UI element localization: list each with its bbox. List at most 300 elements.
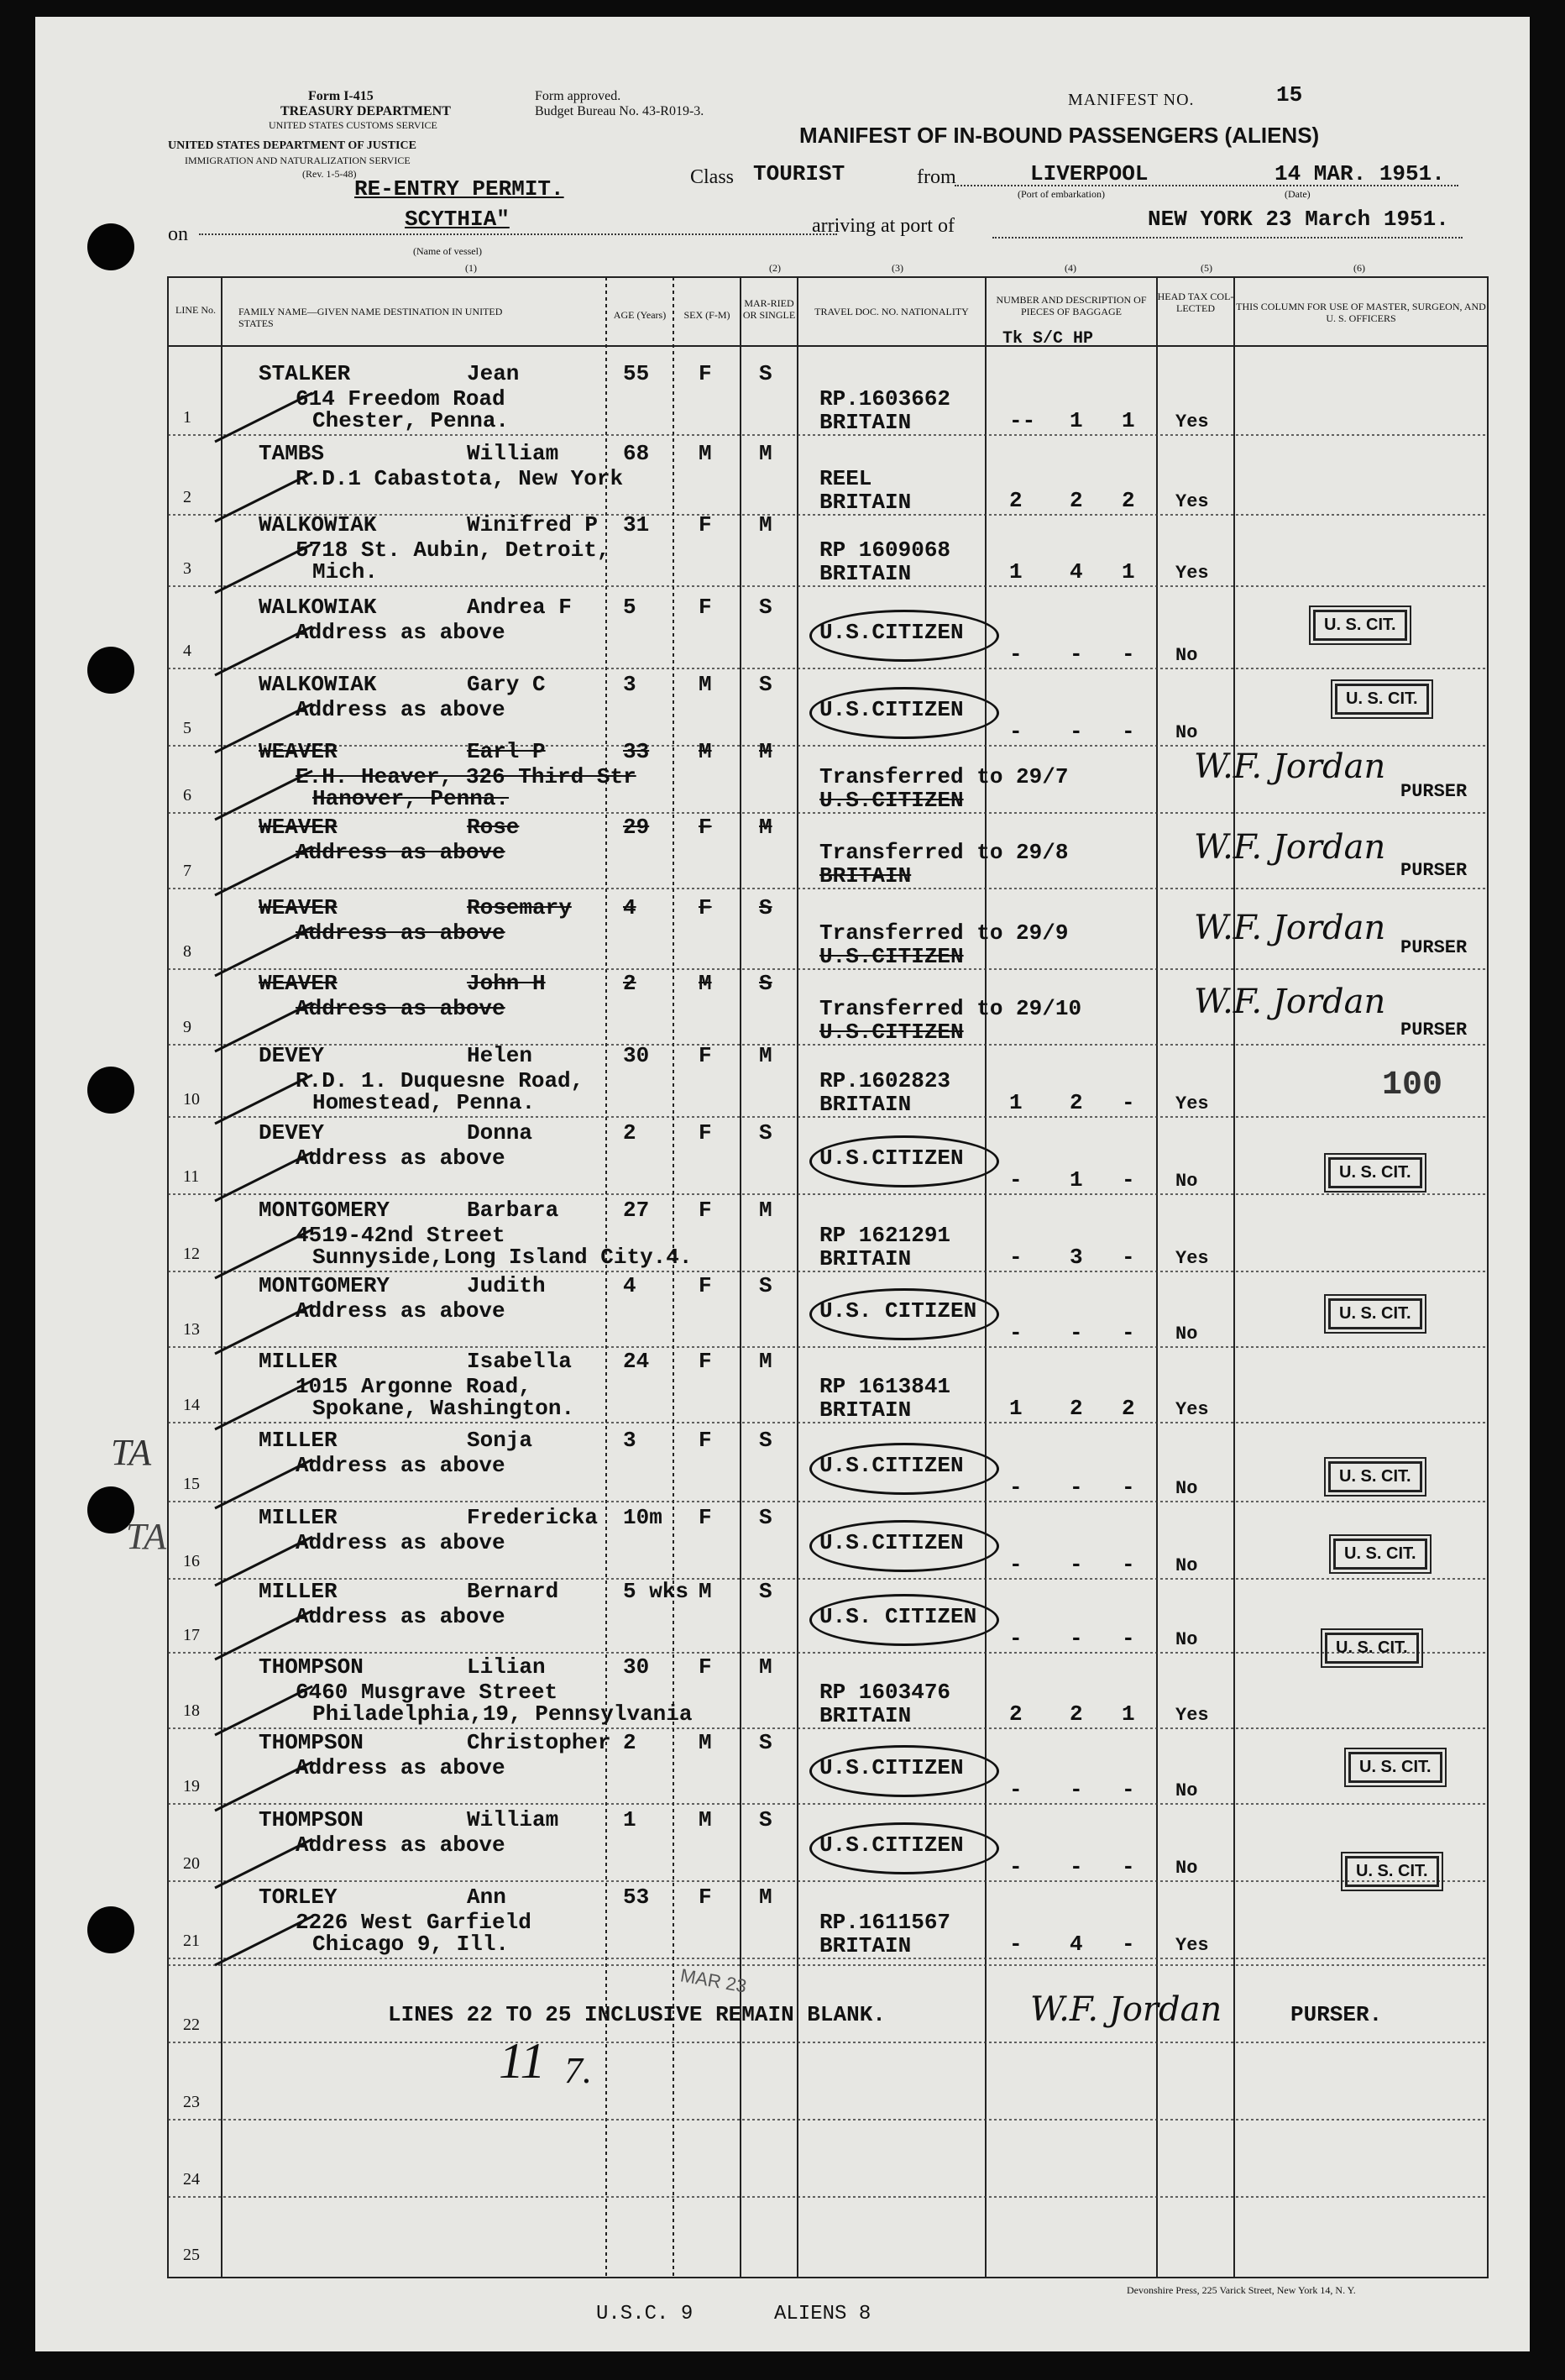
given-name: Barbara: [467, 1198, 559, 1223]
given-name: Rosemary: [467, 895, 572, 920]
destination-line-2: Homestead, Penna.: [312, 1090, 536, 1115]
travel-doc: REEL: [819, 466, 872, 491]
family-name: WEAVER: [259, 971, 338, 996]
marital-status: S: [759, 595, 772, 620]
given-name: William: [467, 441, 559, 466]
marital-status: M: [759, 1349, 772, 1374]
travel-doc: U.S.CITIZEN: [819, 620, 964, 645]
destination-line-1: 4519-42nd Street: [296, 1223, 505, 1248]
given-name: Donna: [467, 1120, 533, 1145]
citizen-circle-mark: [809, 610, 999, 662]
marital-status: M: [759, 441, 772, 466]
travel-doc: RP 1603476: [819, 1680, 951, 1705]
purser-label: PURSER: [1400, 781, 1468, 802]
given-name: Andrea F: [467, 595, 572, 620]
vessel-name: SCYTHIA": [405, 207, 510, 232]
travel-doc: U.S. CITIZEN: [819, 1604, 977, 1629]
customs-service: UNITED STATES CUSTOMS SERVICE: [269, 119, 437, 131]
footer-usc: U.S.C. 9: [596, 2303, 694, 2325]
nationality: U.S.CITIZEN: [819, 944, 964, 969]
marital-status: S: [759, 1428, 772, 1453]
line-number: 6: [183, 786, 191, 805]
sex: M: [699, 1730, 712, 1755]
family-name: TORLEY: [259, 1885, 338, 1910]
line-number: 21: [183, 1932, 200, 1950]
manifest-page: [35, 17, 1530, 2351]
travel-doc: U.S.CITIZEN: [819, 1453, 964, 1478]
col-header-travel: TRAVEL DOC. NO. NATIONALITY: [814, 306, 969, 317]
baggage-hp: 2: [1122, 1396, 1135, 1421]
sex: M: [699, 739, 712, 764]
given-name: Lilian: [467, 1654, 546, 1680]
on-label: on: [168, 223, 188, 245]
budget-bureau: Budget Bureau No. 43-R019-3.: [535, 104, 704, 118]
destination-line-2: Chicago 9, Ill.: [312, 1932, 510, 1957]
destination-line-1: Address as above: [296, 1832, 505, 1858]
manifest-title: MANIFEST OF IN-BOUND PASSENGERS (ALIENS): [799, 123, 1320, 148]
marital-status: S: [759, 1273, 772, 1298]
baggage-tk: -: [1009, 642, 1023, 667]
col-number-1: (1): [465, 262, 477, 274]
sex: M: [699, 441, 712, 466]
annotation-100: 100: [1382, 1067, 1443, 1104]
nationality: BRITAIN: [819, 863, 912, 889]
annotation-7: 7.: [564, 2050, 592, 2091]
form-revision: (Rev. 1-5-48): [302, 168, 357, 180]
purser-label: PURSER: [1400, 937, 1468, 958]
baggage-tk: -: [1009, 1475, 1023, 1500]
baggage-sc: 2: [1070, 1701, 1083, 1727]
age: 55: [623, 361, 650, 386]
arrival-port-date: NEW YORK 23 March 1951.: [1148, 207, 1449, 232]
sex: F: [699, 1120, 712, 1145]
age: 31: [623, 512, 650, 537]
citizen-circle-mark: [809, 1135, 999, 1187]
given-name: Rose: [467, 815, 520, 840]
manifest-number: 15: [1276, 82, 1303, 107]
head-tax: No: [1175, 1858, 1198, 1879]
baggage-tk: --: [1009, 408, 1036, 433]
class-value: TOURIST: [753, 161, 845, 186]
age: 24: [623, 1349, 650, 1374]
baggage-sc: -: [1070, 1854, 1083, 1879]
col-number-6: (6): [1353, 262, 1365, 274]
baggage-tk: -: [1009, 1320, 1023, 1345]
justice-dept: UNITED STATES DEPARTMENT OF JUSTICE: [168, 139, 416, 152]
purser-label: PURSER: [1400, 1020, 1468, 1041]
line-number: 12: [183, 1245, 200, 1263]
line-number: 15: [183, 1475, 200, 1493]
baggage-sc: -: [1070, 1626, 1083, 1651]
destination-line-1: 1015 Argonne Road,: [296, 1374, 531, 1399]
given-name: Helen: [467, 1043, 533, 1068]
destination-line-1: Address as above: [296, 840, 505, 865]
baggage-tk: 1: [1009, 1396, 1023, 1421]
baggage-sc: -: [1070, 1552, 1083, 1577]
treasury-dept: TREASURY DEPARTMENT: [280, 104, 451, 118]
port-of-embarkation: LIVERPOOL: [1030, 161, 1149, 186]
destination-line-1: Address as above: [296, 1298, 505, 1324]
travel-doc: U.S.CITIZEN: [819, 1145, 964, 1171]
col-header-married: MAR-RIED OR SINGLE: [742, 297, 796, 321]
us-cit-stamp: U. S. CIT.: [1333, 1539, 1427, 1570]
citizen-circle-mark: [809, 1745, 999, 1797]
line-number: 17: [183, 1626, 200, 1644]
baggage-tk: 2: [1009, 1701, 1023, 1727]
citizen-circle-mark: [809, 687, 999, 739]
head-tax: Yes: [1175, 1705, 1209, 1726]
col-number-5: (5): [1201, 262, 1212, 274]
destination-line-1: 6460 Musgrave Street: [296, 1680, 558, 1705]
marital-status: M: [759, 739, 772, 764]
marital-status: S: [759, 672, 772, 697]
destination-line-1: Address as above: [296, 920, 505, 946]
nationality: BRITAIN: [819, 410, 912, 435]
citizen-circle-mark: [809, 1288, 999, 1340]
baggage-hp: -: [1122, 1090, 1135, 1115]
citizen-circle-mark: [809, 1822, 999, 1874]
line-number: 13: [183, 1320, 200, 1339]
purser-signature: W.F. Jordan: [1194, 747, 1386, 786]
line-number: 22: [183, 2016, 200, 2034]
destination-line-1: Address as above: [296, 697, 505, 722]
baggage-sc: 3: [1070, 1245, 1083, 1270]
col-header-baggage-sub: Tk S/C HP: [1002, 329, 1094, 349]
sex: F: [699, 1349, 712, 1374]
family-name: THOMPSON: [259, 1654, 364, 1680]
given-name: Sonja: [467, 1428, 533, 1453]
manifest-label: MANIFEST NO.: [1068, 91, 1195, 109]
age: 30: [623, 1654, 650, 1680]
printer-imprint: Devonshire Press, 225 Varick Street, New York 14, N. Y.: [1127, 2284, 1356, 2296]
head-tax: Yes: [1175, 1935, 1209, 1956]
head-tax: No: [1175, 1629, 1198, 1650]
baggage-tk: 2: [1009, 488, 1023, 513]
col-header-sex: SEX (F-M): [683, 309, 730, 321]
baggage-tk: -: [1009, 1854, 1023, 1879]
line-number: 19: [183, 1777, 200, 1795]
us-cit-stamp: U. S. CIT.: [1313, 610, 1407, 641]
ins-service: IMMIGRATION AND NATURALIZATION SERVICE: [185, 155, 411, 166]
travel-doc: U.S.CITIZEN: [819, 1755, 964, 1780]
sailing-date: 14 MAR. 1951.: [1275, 161, 1445, 186]
baggage-hp: 1: [1122, 559, 1135, 585]
marital-status: S: [759, 361, 772, 386]
age: 33: [623, 739, 650, 764]
destination-line-1: Address as above: [296, 1145, 505, 1171]
line-number: 20: [183, 1854, 200, 1873]
citizen-circle-mark: [809, 1520, 999, 1572]
baggage-tk: 1: [1009, 559, 1023, 585]
family-name: WALKOWIAK: [259, 595, 377, 620]
destination-line-2: Philadelphia,19, Pennsylvania: [312, 1701, 693, 1727]
marital-status: M: [759, 1885, 772, 1910]
family-name: TAMBS: [259, 441, 325, 466]
line-number: 11: [183, 1167, 200, 1186]
family-name: WEAVER: [259, 815, 338, 840]
travel-doc: Transferred to 29/10: [819, 996, 1082, 1021]
destination-line-2: Mich.: [312, 559, 379, 585]
sex: M: [699, 672, 712, 697]
baggage-tk: 1: [1009, 1090, 1023, 1115]
baggage-tk: -: [1009, 1777, 1023, 1802]
purser-label: PURSER.: [1290, 2002, 1383, 2027]
baggage-hp: 1: [1122, 1701, 1135, 1727]
head-tax: Yes: [1175, 1399, 1209, 1420]
head-tax: Yes: [1175, 491, 1209, 512]
baggage-sc: 4: [1070, 1932, 1083, 1957]
baggage-tk: -: [1009, 719, 1023, 744]
line-number: 24: [183, 2170, 200, 2189]
destination-line-1: Address as above: [296, 1453, 505, 1478]
destination-line-2: Chester, Penna.: [312, 408, 510, 433]
family-name: WEAVER: [259, 895, 338, 920]
nationality: BRITAIN: [819, 1703, 912, 1728]
marital-status: S: [759, 1579, 772, 1604]
family-name: MONTGOMERY: [259, 1273, 390, 1298]
baggage-sc: -: [1070, 719, 1083, 744]
head-tax: No: [1175, 1780, 1198, 1801]
marital-status: S: [759, 1120, 772, 1145]
baggage-sc: 1: [1070, 408, 1083, 433]
marital-status: M: [759, 815, 772, 840]
given-name: Judith: [467, 1273, 546, 1298]
travel-doc: RP.1611567: [819, 1910, 951, 1935]
family-name: THOMPSON: [259, 1807, 364, 1832]
head-tax: No: [1175, 645, 1198, 666]
sex: F: [699, 1505, 712, 1530]
col-header-baggage: NUMBER AND DESCRIPTION OF PIECES OF BAGGAGE: [996, 294, 1147, 317]
baggage-hp: -: [1122, 1777, 1135, 1802]
given-name: Bernard: [467, 1579, 559, 1604]
sex: F: [699, 1885, 712, 1910]
sex: F: [699, 1428, 712, 1453]
marital-status: M: [759, 1198, 772, 1223]
annotation-ta: TA: [126, 1516, 167, 1557]
destination-line-2: Hanover, Penna.: [312, 786, 510, 811]
baggage-sc: 4: [1070, 559, 1083, 585]
given-name: Ann: [467, 1885, 506, 1910]
family-name: WALKOWIAK: [259, 512, 377, 537]
head-tax: Yes: [1175, 563, 1209, 584]
given-name: John H: [467, 971, 546, 996]
baggage-hp: -: [1122, 1245, 1135, 1270]
baggage-sc: -: [1070, 1475, 1083, 1500]
line-number: 14: [183, 1396, 200, 1414]
citizen-circle-mark: [809, 1443, 999, 1495]
us-cit-stamp: U. S. CIT.: [1348, 1752, 1442, 1783]
date-caption: (Date): [1285, 188, 1311, 200]
age: 1: [623, 1807, 636, 1832]
sex: F: [699, 1654, 712, 1680]
head-tax: Yes: [1175, 412, 1209, 432]
given-name: Winifred P: [467, 512, 599, 537]
age: 3: [623, 1428, 636, 1453]
blank-lines-note: LINES 22 TO 25 INCLUSIVE REMAIN BLANK.: [388, 2002, 886, 2027]
travel-doc: RP 1621291: [819, 1223, 951, 1248]
head-tax: Yes: [1175, 1248, 1209, 1269]
marital-status: S: [759, 895, 772, 920]
line-number: 18: [183, 1701, 200, 1720]
travel-doc: RP.1602823: [819, 1068, 951, 1093]
citizen-circle-mark: [809, 1594, 999, 1646]
marital-status: M: [759, 512, 772, 537]
us-cit-stamp: U. S. CIT.: [1328, 1157, 1422, 1188]
line-number: 4: [183, 642, 191, 660]
annotation-date-stamp: MAR 23: [678, 1964, 749, 1997]
nationality: BRITAIN: [819, 561, 912, 586]
class-label: Class: [690, 166, 735, 188]
destination-line-1: E.H. Heaver, 326 Third Str: [296, 764, 636, 789]
nationality: BRITAIN: [819, 1246, 912, 1271]
col-header-age: AGE (Years): [613, 309, 667, 321]
head-tax: No: [1175, 1555, 1198, 1576]
given-name: William: [467, 1807, 559, 1832]
head-tax: Yes: [1175, 1093, 1209, 1114]
age: 2: [623, 1120, 636, 1145]
baggage-hp: 1: [1122, 408, 1135, 433]
travel-doc: Transferred to 29/8: [819, 840, 1069, 865]
destination-line-1: Address as above: [296, 996, 505, 1021]
purser-signature: W.F. Jordan: [1030, 1990, 1222, 2029]
given-name: Jean: [467, 361, 520, 386]
baggage-tk: -: [1009, 1167, 1023, 1193]
family-name: WEAVER: [259, 739, 338, 764]
line-number: 7: [183, 862, 191, 880]
travel-doc: U.S.CITIZEN: [819, 697, 964, 722]
reentry-permit: RE-ENTRY PERMIT.: [354, 176, 564, 202]
baggage-hp: -: [1122, 1167, 1135, 1193]
baggage-tk: -: [1009, 1245, 1023, 1270]
baggage-sc: 1: [1070, 1167, 1083, 1193]
vessel-caption: (Name of vessel): [413, 245, 482, 257]
age: 68: [623, 441, 650, 466]
line-number: 1: [183, 408, 191, 427]
sex: M: [699, 1579, 712, 1604]
given-name: Fredericka: [467, 1505, 599, 1530]
family-name: MILLER: [259, 1428, 338, 1453]
nationality: BRITAIN: [819, 1397, 912, 1423]
age: 4: [623, 895, 636, 920]
line-number: 5: [183, 719, 191, 737]
line-number: 25: [183, 2246, 200, 2264]
marital-status: S: [759, 971, 772, 996]
age: 5 wks: [623, 1579, 689, 1604]
baggage-sc: 2: [1070, 1396, 1083, 1421]
purser-signature: W.F. Jordan: [1194, 983, 1386, 1021]
given-name: Gary C: [467, 672, 546, 697]
given-name: Isabella: [467, 1349, 572, 1374]
destination-line-1: 614 Freedom Road: [296, 386, 505, 412]
baggage-tk: -: [1009, 1932, 1023, 1957]
us-cit-stamp: U. S. CIT.: [1345, 1856, 1439, 1887]
family-name: WALKOWIAK: [259, 672, 377, 697]
sex: F: [699, 895, 712, 920]
sex: F: [699, 512, 712, 537]
baggage-hp: -: [1122, 1320, 1135, 1345]
baggage-sc: -: [1070, 1777, 1083, 1802]
destination-line-1: R.D. 1. Duquesne Road,: [296, 1068, 584, 1093]
line-number: 8: [183, 942, 191, 961]
annotation-11: 11: [499, 2033, 546, 2089]
head-tax: No: [1175, 1478, 1198, 1499]
age: 30: [623, 1043, 650, 1068]
baggage-hp: -: [1122, 1552, 1135, 1577]
us-cit-stamp: U. S. CIT.: [1325, 1633, 1419, 1664]
arriving-label: arriving at port of: [812, 215, 955, 237]
col-number-3: (3): [892, 262, 903, 274]
age: 2: [623, 971, 636, 996]
age: 27: [623, 1198, 650, 1223]
port-caption: (Port of embarkation): [1018, 188, 1105, 200]
us-cit-stamp: U. S. CIT.: [1335, 684, 1429, 715]
col-header-name: FAMILY NAME—GIVEN NAME DESTINATION IN UNITED STATES: [238, 306, 503, 329]
form-number: Form I-415: [308, 89, 374, 103]
head-tax: No: [1175, 1324, 1198, 1345]
destination-line-1: Address as above: [296, 1530, 505, 1555]
form-approved: Form approved.: [535, 89, 621, 103]
sex: F: [699, 1198, 712, 1223]
line-number: 10: [183, 1090, 200, 1109]
baggage-hp: -: [1122, 642, 1135, 667]
baggage-tk: -: [1009, 1626, 1023, 1651]
baggage-sc: 2: [1070, 1090, 1083, 1115]
travel-doc: Transferred to 29/7: [819, 764, 1069, 789]
col-header-line: LINE No.: [175, 304, 216, 316]
baggage-sc: -: [1070, 642, 1083, 667]
given-name: Christopher: [467, 1730, 611, 1755]
baggage-hp: -: [1122, 1626, 1135, 1651]
purser-label: PURSER: [1400, 860, 1468, 881]
family-name: STALKER: [259, 361, 351, 386]
family-name: THOMPSON: [259, 1730, 364, 1755]
col-number-4: (4): [1065, 262, 1076, 274]
nationality: BRITAIN: [819, 490, 912, 515]
travel-doc: U.S. CITIZEN: [819, 1298, 977, 1324]
head-tax: No: [1175, 722, 1198, 743]
sex: M: [699, 971, 712, 996]
line-number: 2: [183, 488, 191, 506]
marital-status: M: [759, 1043, 772, 1068]
sex: F: [699, 1273, 712, 1298]
age: 5: [623, 595, 636, 620]
travel-doc: RP 1609068: [819, 537, 951, 563]
travel-doc: U.S.CITIZEN: [819, 1832, 964, 1858]
footer-aliens: ALIENS 8: [774, 2303, 871, 2325]
line-number: 16: [183, 1552, 200, 1570]
travel-doc: RP 1613841: [819, 1374, 951, 1399]
age: 3: [623, 672, 636, 697]
age: 2: [623, 1730, 636, 1755]
sex: F: [699, 361, 712, 386]
sex: F: [699, 595, 712, 620]
family-name: DEVEY: [259, 1120, 325, 1145]
destination-line-1: Address as above: [296, 1755, 505, 1780]
destination-line-1: 5718 St. Aubin, Detroit,: [296, 537, 610, 563]
line-number: 9: [183, 1018, 191, 1036]
destination-line-2: Sunnyside,Long Island City.4.: [312, 1245, 693, 1270]
col-header-headtax: HEAD TAX COL-LECTED: [1157, 291, 1234, 314]
nationality: U.S.CITIZEN: [819, 1020, 964, 1045]
age: 4: [623, 1273, 636, 1298]
marital-status: S: [759, 1730, 772, 1755]
col-number-2: (2): [769, 262, 781, 274]
nationality: U.S.CITIZEN: [819, 788, 964, 813]
marital-status: S: [759, 1505, 772, 1530]
sex: F: [699, 815, 712, 840]
travel-doc: U.S.CITIZEN: [819, 1530, 964, 1555]
family-name: MILLER: [259, 1579, 338, 1604]
